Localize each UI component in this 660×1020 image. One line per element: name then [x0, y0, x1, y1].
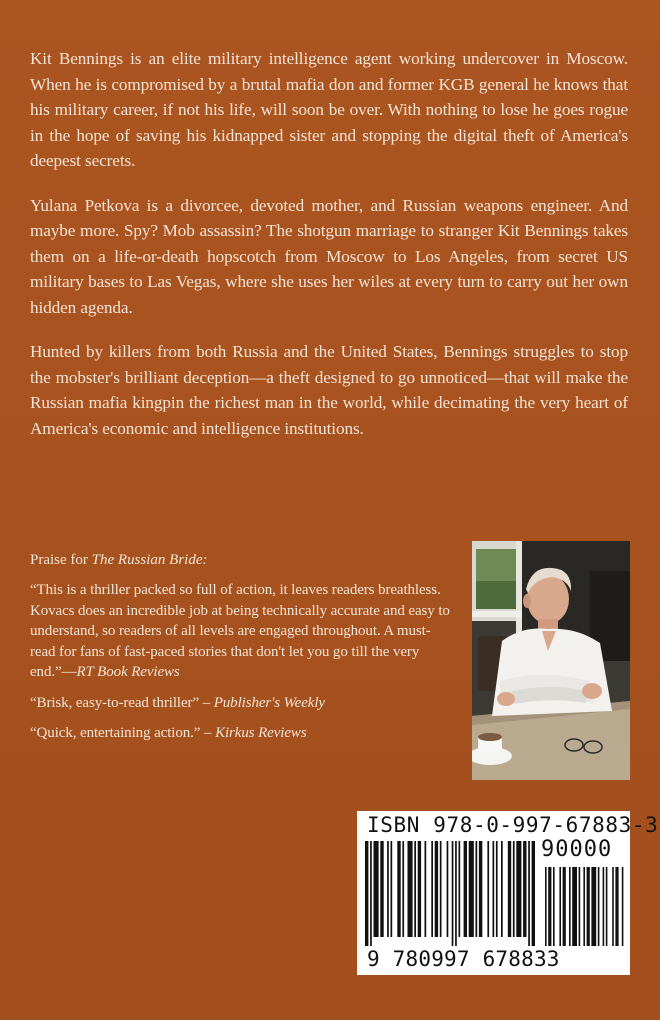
- addon-bar: [603, 867, 605, 946]
- barcode-bar: [408, 841, 413, 937]
- ean-number: 9 780997 678833: [367, 947, 560, 971]
- barcode-bar: [464, 841, 467, 937]
- addon-bar: [569, 867, 571, 946]
- addon-bar: [606, 867, 608, 946]
- barcode-bar: [469, 841, 474, 937]
- barcode-bar: [501, 841, 503, 937]
- addon-bar: [615, 867, 618, 946]
- barcode-bar: [496, 841, 498, 937]
- barcode-bar: [365, 841, 368, 946]
- barcode-bar: [528, 841, 530, 946]
- review-quote-3: [30, 723, 450, 744]
- blurb-paragraph-2: Yulana Petkova is a divorcee, devoted mother, and Russian weapons engineer. And maybe more. Spy? Mob assassin? The shotgun marriage to stranger Kit Bennings takes them on a life-or-death hopscotch from Moscow to Los Angeles, from secret US military bases to Las Vegas, where she uses her wiles at every turn to carry out her own hidden agenda.: [30, 195, 628, 317]
- addon-bar: [612, 867, 614, 946]
- isbn-barcode: [357, 811, 659, 975]
- review-quote-3-source: Kirkus Reviews: [215, 725, 307, 741]
- barcode-bar: [476, 841, 478, 937]
- barcode-bar: [459, 841, 461, 937]
- barcode-bar: [387, 841, 389, 937]
- barcode-bar: [402, 841, 404, 937]
- barcode-bar: [370, 841, 372, 946]
- praise-heading: [30, 550, 450, 570]
- barcode-bar: [440, 841, 442, 937]
- review-quote-1: [30, 580, 450, 683]
- barcode-bar: [532, 841, 535, 946]
- barcode-bar: [455, 841, 457, 946]
- barcode-bar: [431, 841, 433, 937]
- praise-intro: Praise for: [30, 552, 92, 568]
- praise-book-title: The Russian Bride:: [91, 552, 208, 568]
- barcode-bar: [447, 841, 449, 937]
- addon-bar: [572, 867, 577, 946]
- isbn-label: ISBN 978-0-997-67883-3: [367, 813, 659, 837]
- blurb-paragraph-3: Hunted by killers from both Russia and the United States, Bennings struggles to stop the mobster's brilliant deception—a theft designed to go unnoticed—that will make the Russian mafia kingpin the richest man in the world, while decimating the very heart of America's economic and intelligence institutions.: [30, 342, 628, 438]
- addon-bar: [622, 867, 624, 946]
- review-quote-2: [30, 693, 450, 714]
- addon-bar: [545, 867, 547, 946]
- addon-bar: [548, 867, 551, 946]
- addon-bar: [598, 867, 600, 946]
- barcode-bar: [487, 841, 489, 937]
- blurb-paragraph-1: Kit Bennings is an elite military intelligence agent working undercover in Moscow. When he is compromised by a brutal mafia don and former KGB general he knows that his military career, if not his life, will soon be over. With nothing to lose he goes rogue in the hope of saving his kidnapped sister and stopping the digital theft of America's deepest secrets.: [30, 49, 628, 170]
- barcode-bar: [435, 841, 438, 937]
- book-blurb: [30, 46, 628, 460]
- addon-bar: [579, 867, 581, 946]
- price-addon-number: 90000: [541, 837, 613, 862]
- barcode-bar: [452, 841, 454, 946]
- barcode-bar: [374, 841, 379, 937]
- barcode-bar: [391, 841, 393, 937]
- review-quote-2-source: Publisher's Weekly: [213, 694, 325, 711]
- barcode-bar: [523, 841, 526, 937]
- review-quote-1-text: “This is a thriller packed so full of action, it leaves readers breathless. Kovacs does an incredible job at being technically accurate and easy to understand, so readers of all levels are engaged throughout. A must-read for fans of fast-paced stories that don't let you go till the very end.”—: [30, 582, 450, 680]
- barcode-bar: [493, 841, 495, 937]
- barcode-bar: [425, 841, 427, 937]
- review-quote-1-source: RT Book Reviews: [76, 664, 180, 680]
- addon-bar: [559, 867, 561, 946]
- barcode-bar: [380, 841, 383, 937]
- addon-bar: [553, 867, 555, 946]
- addon-bar: [587, 867, 590, 946]
- barcode-bar: [479, 841, 482, 937]
- addon-bar: [591, 867, 596, 946]
- addon-bar: [563, 867, 566, 946]
- barcode-bar: [414, 841, 416, 937]
- review-quote-3-text: “Quick, entertaining action.” –: [30, 725, 216, 741]
- barcode-bar: [508, 841, 511, 937]
- barcode-bar: [397, 841, 400, 937]
- addon-bar: [583, 867, 585, 946]
- barcode-bar: [513, 841, 515, 937]
- barcode-bar: [418, 841, 421, 937]
- praise-section: [30, 550, 450, 754]
- barcode-bar: [516, 841, 521, 937]
- author-photo: [472, 541, 630, 780]
- review-quote-2-text: “Brisk, easy-to-read thriller” –: [30, 694, 214, 711]
